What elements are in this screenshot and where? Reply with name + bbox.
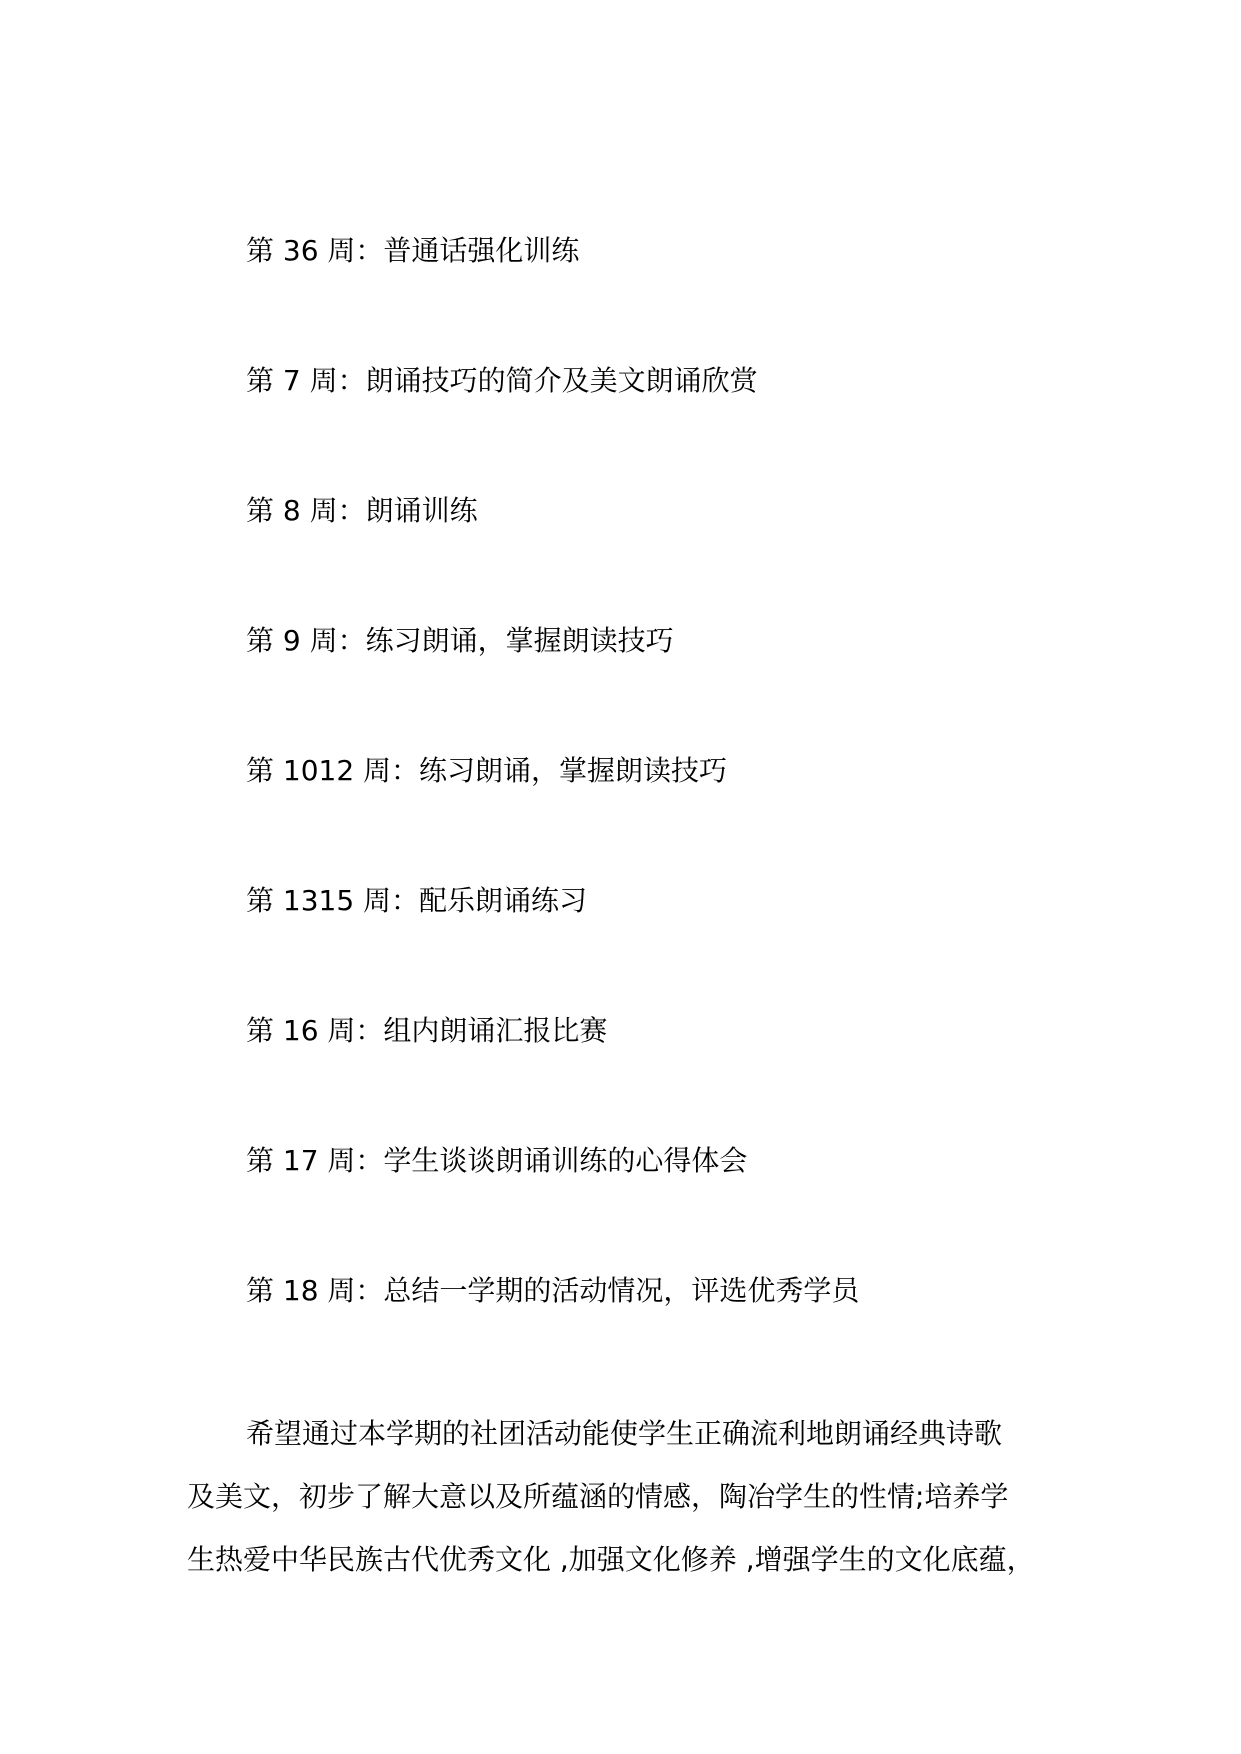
paragraph-line: 希望通过本学期的社团活动能使学生正确流利地朗诵经典诗歌 [246,1417,1003,1450]
paragraph-line: 生热爱中华民族古代优秀文化 ,加强文化修养 ,增强学生的文化底蕴， [187,1543,1035,1576]
schedule-item-week-9: 第 9 周：练习朗诵，掌握朗读技巧 [246,624,674,657]
closing-paragraph [187,1402,1067,1591]
schedule-item-week-18: 第 18 周：总结一学期的活动情况，评选优秀学员 [246,1274,860,1307]
schedule-item-week-10-12: 第 1012 周：练习朗诵，掌握朗读技巧 [246,754,728,787]
paragraph-line: 及美文，初步了解大意以及所蕴涵的情感，陶冶学生的性情;培养学 [187,1480,1009,1513]
schedule-item-week-8: 第 8 周：朗诵训练 [246,494,478,527]
schedule-item-week-7: 第 7 周：朗诵技巧的简介及美文朗诵欣赏 [246,364,758,397]
schedule-item-week-17: 第 17 周：学生谈谈朗诵训练的心得体会 [246,1144,748,1177]
schedule-item-week-3-6: 第 36 周：普通话强化训练 [246,234,580,267]
schedule-item-week-13-15: 第 1315 周：配乐朗诵练习 [246,884,588,917]
weekly-schedule-list [246,226,859,1396]
schedule-item-week-16: 第 16 周：组内朗诵汇报比赛 [246,1014,608,1047]
